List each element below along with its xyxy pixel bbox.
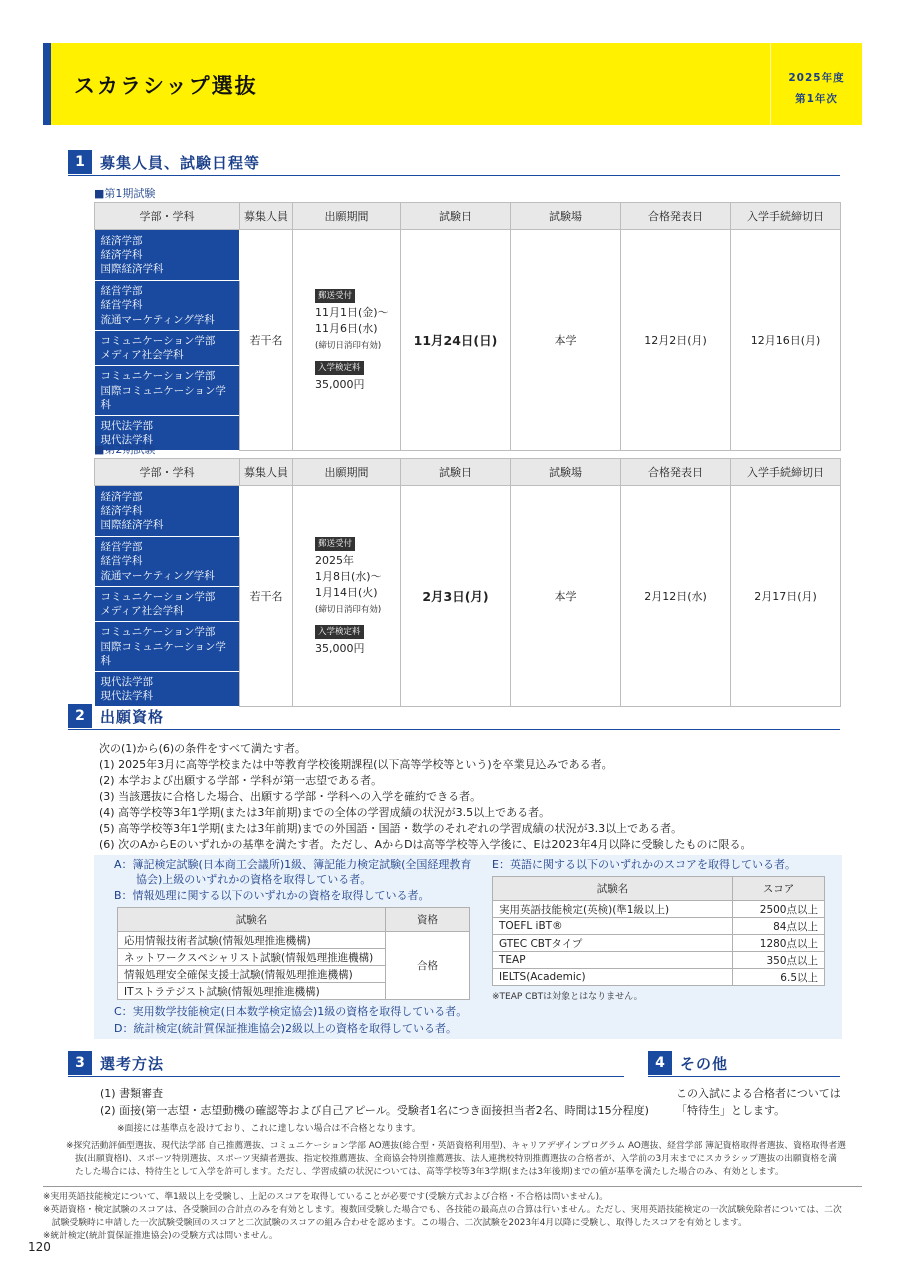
table-row: ネットワークスペシャリスト試験(情報処理推進機構): [118, 949, 386, 966]
col-result: 合格発表日: [621, 459, 731, 486]
selection-method-1: (1) 書類審査: [100, 1087, 164, 1100]
section4-title: その他: [680, 1055, 729, 1073]
round2-label: ■第2期試験: [94, 443, 156, 456]
footnote: ※実用英語技能検定について、準1級以上を受験し、上記のスコアを取得していることが必要です(受験方式および合格・不合格は問いません)。: [43, 1192, 608, 1202]
english-score-table: [492, 876, 825, 986]
exam-date: 2月3日(月): [401, 486, 511, 707]
table-row: ITストラテジスト試験(情報処理推進機構): [118, 983, 386, 1000]
footnote: 試験受験時に申請した一次試験受験回のスコアと二次試験のスコアの組み合わせを認めます。この場合、二次試験を2023年4月以降に受験し、取得したスコアを有効とします。: [43, 1218, 747, 1228]
section3-title: 選考方法: [100, 1055, 165, 1073]
fee: 35,000円: [315, 642, 365, 656]
dept-management: 経営学部 経営学科 流通マーケティング学科: [95, 537, 240, 587]
condition-line: (3) 当該選抜に合格した場合、出願する学部・学科への入学を確約できる者。: [99, 790, 482, 803]
fee-tag: 入学検定料: [315, 625, 364, 639]
col-period: 出願期間: [293, 459, 401, 486]
deadline: 2月17日(月): [731, 486, 841, 707]
table-header-row: [95, 459, 841, 486]
criterion-e: E：英語に関する以下のいずれかのスコアを取得している者。: [492, 858, 796, 871]
footnote: 抜(出願資格I)、スポーツ特別選抜、スポーツ実績者選抜、指定校推薦選抜、全商協会特別推薦選抜、法人連携校特別推薦選抜の合格者が、入学前の3月末までにスカラシップ選抜の出願資格を満: [75, 1154, 837, 1164]
capacity: 若干名: [240, 486, 293, 707]
section2-heading: [68, 704, 840, 730]
exam-date: 11月24日(日): [401, 230, 511, 451]
table-row: 実用英語技能検定(英検)(準1級以上): [493, 901, 733, 918]
col-dept: 学部・学科: [95, 203, 240, 230]
header-accent-bar: [43, 43, 51, 125]
footnote: ※英語資格・検定試験のスコアは、各受験回の合計点のみを有効とします。複数回受験した場合でも、各技能の最高点の合算は行いません。ただし、実用英語技能検定の一次試験免除者については、二次: [43, 1205, 842, 1215]
result-date: 2月12日(水): [621, 486, 731, 707]
round2-schedule-table: [94, 458, 841, 707]
col-venue: 試験場: [511, 459, 621, 486]
postmark-note: (締切日消印有効): [315, 605, 382, 616]
score: 2500点以上: [733, 901, 825, 918]
mail-tag: 郵送受付: [315, 537, 355, 551]
condition-line: (5) 高等学校等3年1学期(または3年前期)までの外国語・国語・数学のそれぞれの学習成績の状況が3.3以上である者。: [99, 822, 683, 835]
criterion-c: C：実用数学技能検定(日本数学検定協会)1級の資格を取得している者。: [114, 1005, 468, 1018]
dept-law: 現代法学部 現代法学科: [95, 671, 240, 706]
footnote: ※探究活動評価型選抜、現代法学部 自己推薦選抜、コミュニケーション学部 AO選抜(総合型・英語資格利用型)、キャリアデザインプログラム AO選抜、経営学部 簿記資格取得者選抜、資格取得者選: [66, 1141, 846, 1151]
footnote: たした場合には、特待生として入学を許可します。ただし、学習成績の状況については、高等学校等3年3学期(または3年後期)までの値が基準を満たした場合のみ、有効とします。: [75, 1167, 784, 1177]
interview-note: ※面接には基準点を設けており、これに達しない場合は不合格となります。: [117, 1124, 421, 1134]
eligibility-conditions: [99, 741, 752, 853]
dept-intl-comm: コミュニケーション学部 国際コミュニケーション学科: [95, 622, 240, 672]
col-exam-name: 試験名: [118, 908, 386, 932]
other-text-2: 「特待生」とします。: [676, 1104, 786, 1117]
table-row: TEAP: [493, 952, 733, 969]
dept-management: 経営学部 経営学科 流通マーケティング学科: [95, 281, 240, 331]
fee-tag: 入学検定料: [315, 361, 364, 375]
header-year-box: [770, 43, 862, 125]
table-row: IELTS(Academic): [493, 969, 733, 986]
dept-media: コミュニケーション学部 メディア社会学科: [95, 331, 240, 366]
table-header-row: [95, 203, 841, 230]
page-number: 120: [28, 1240, 51, 1254]
criterion-b: B：情報処理に関する以下のいずれかの資格を取得している者。: [114, 889, 430, 902]
section2-title: 出願資格: [100, 708, 165, 726]
condition-line: (1) 2025年3月に高等学校または中等教育学校後期課程(以下高等学校等という)を卒業見込みである者。: [99, 758, 613, 771]
col-venue: 試験場: [511, 203, 621, 230]
score: 6.5以上: [733, 969, 825, 986]
selection-method-2: (2) 面接(第一志望・志望動機の確認等および自己アピール。受験者1名につき面接担当者2名、時間は15分程度): [100, 1104, 649, 1117]
col-exam-name: 試験名: [493, 877, 733, 901]
mail-tag: 郵送受付: [315, 289, 355, 303]
col-deadline: 入学手続締切日: [731, 203, 841, 230]
dept-economics: 経済学部 経済学科 国際経済学科: [95, 230, 240, 281]
apply-year: 2025年: [315, 554, 354, 568]
col-capacity: 募集人員: [240, 203, 293, 230]
section3-heading: [68, 1051, 624, 1077]
application-period: [293, 230, 401, 451]
section4-heading: [648, 1051, 840, 1077]
apply-to: 1月14日(火): [315, 586, 378, 600]
score: 84点以上: [733, 918, 825, 935]
other-text-1: この入試による合格者については: [676, 1087, 841, 1100]
round1-schedule-table: [94, 202, 841, 451]
col-capacity: 募集人員: [240, 459, 293, 486]
col-result: 合格発表日: [621, 203, 731, 230]
col-qualification: 資格: [386, 908, 470, 932]
venue: 本学: [511, 230, 621, 451]
col-exam-date: 試験日: [401, 459, 511, 486]
section1-title: 募集人員、試験日程等: [100, 154, 261, 172]
footnote: ※統計検定(統計質保証推進協会)の受験方式は問いません。: [43, 1231, 278, 1241]
header-grade: 第1年次: [795, 93, 838, 105]
condition-line: 次の(1)から(6)の条件をすべて満たす者。: [99, 742, 306, 755]
section3-number: 3: [68, 1051, 92, 1075]
dept-economics: 経済学部 経済学科 国際経済学科: [95, 486, 240, 537]
section1-heading: [68, 150, 840, 176]
result-date: 12月2日(月): [621, 230, 731, 451]
qualification-pass: 合格: [386, 932, 470, 1000]
apply-to: 11月6日(水): [315, 322, 378, 336]
apply-from: 1月8日(水)～: [315, 570, 382, 584]
table-row: GTEC CBTタイプ: [493, 935, 733, 952]
criterion-a-line1: A：簿記検定試験(日本商工会議所)1級、簿記能力検定試験(全国経理教育: [114, 858, 472, 871]
col-period: 出願期間: [293, 203, 401, 230]
col-score: スコア: [733, 877, 825, 901]
header-year: 2025年度: [788, 72, 845, 84]
table-row: 情報処理安全確保支援士試験(情報処理推進機構): [118, 966, 386, 983]
divider: [43, 1186, 862, 1187]
dept-media: コミュニケーション学部 メディア社会学科: [95, 587, 240, 622]
round1-label: ■第1期試験: [94, 187, 156, 200]
capacity: 若干名: [240, 230, 293, 451]
condition-line: (4) 高等学校等3年1学期(または3年前期)までの全体の学習成績の状況が3.5以上である者。: [99, 806, 551, 819]
deadline: 12月16日(月): [731, 230, 841, 451]
apply-from: 11月1日(金)～: [315, 306, 389, 320]
section2-number: 2: [68, 704, 92, 728]
criterion-a-line2: 協会)上級のいずれかの資格を取得している者。: [114, 873, 372, 886]
score: 350点以上: [733, 952, 825, 969]
section4-number: 4: [648, 1051, 672, 1075]
condition-line: (6) 次のAからEのいずれかの基準を満たす者。ただし、AからDは高等学校等入学後に、Eは2023年4月以降に受験したものに限る。: [99, 838, 752, 851]
venue: 本学: [511, 486, 621, 707]
dept-intl-comm: コミュニケーション学部 国際コミュニケーション学科: [95, 366, 240, 416]
score: 1280点以上: [733, 935, 825, 952]
table-row: 応用情報技術者試験(情報処理推進機構): [118, 932, 386, 949]
postmark-note: (締切日消印有効): [315, 341, 382, 352]
fee: 35,000円: [315, 378, 365, 392]
col-exam-date: 試験日: [401, 203, 511, 230]
info-qualification-table: [117, 907, 470, 1000]
section1-number: 1: [68, 150, 92, 174]
col-deadline: 入学手続締切日: [731, 459, 841, 486]
page-header: [43, 43, 862, 125]
criterion-d: D：統計検定(統計質保証推進協会)2級以上の資格を取得している者。: [114, 1022, 458, 1035]
dept-law: 現代法学部 現代法学科: [95, 415, 240, 450]
page-title: スカラシップ選抜: [74, 74, 258, 98]
application-period: [293, 486, 401, 707]
teap-note: ※TEAP CBTは対象とはなりません。: [492, 992, 643, 1002]
condition-line: (2) 本学および出願する学部・学科が第一志望である者。: [99, 774, 383, 787]
col-dept: 学部・学科: [95, 459, 240, 486]
table-row: TOEFL iBT®: [493, 918, 733, 935]
